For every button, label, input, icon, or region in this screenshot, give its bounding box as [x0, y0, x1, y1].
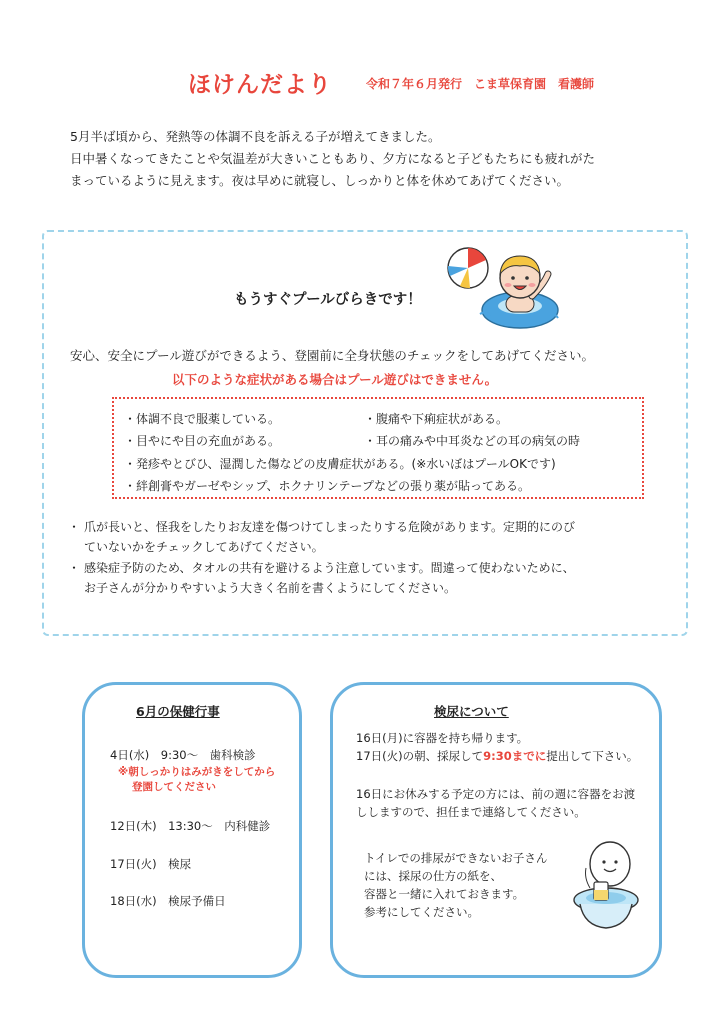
newsletter-title: ほけんだより — [188, 72, 332, 98]
note-line: 爪が長いと、怪我をしたりお友達を傷つけてしまったりする危険があります。定期的にのび — [84, 520, 576, 534]
urine-test-line — [356, 748, 638, 765]
intro-line: まっているように見えます。夜は早めに就寝し、しっかりと体を休めてあげてください。 — [70, 173, 570, 188]
urine-test-text: 17日(火)の朝、採尿して — [356, 749, 484, 763]
symptom-item: ・耳の痛みや中耳炎などの耳の病気の時 — [364, 434, 581, 448]
event-item: 18日(水) 検尿予備日 — [110, 894, 226, 908]
toilet-note-line: トイレでの排尿ができないお子さん — [364, 851, 548, 865]
newsletter-subtitle: 令和７年６月発行 こま草保育園 看護師 — [366, 77, 595, 91]
health-events-title: 6月の保健行事 — [136, 704, 220, 719]
note-line: 感染症予防のため、タオルの共有を避けるよう注意しています。間違って使わないために、 — [84, 561, 575, 575]
toilet-note-line: 容器と一緒に入れておきます。 — [364, 887, 525, 901]
event-item: 17日(火) 検尿 — [110, 857, 192, 871]
note-line: お子さんが分かりやすいよう大きく名前を書くようにしてください。 — [84, 581, 457, 595]
pool-notes — [68, 517, 688, 599]
urine-test-line: 16日にお休みする予定の方には、前の週に容器をお渡 — [356, 787, 636, 801]
toilet-note-line: には、採尿の仕方の紙を、 — [364, 869, 502, 883]
symptom-item: ・体調不良で服薬している。 — [124, 412, 281, 426]
symptom-item: ・絆創膏やガーゼやシップ、ホクナリンテープなどの張り薬が貼ってある。 — [124, 479, 530, 493]
urine-test-title: 検尿について — [434, 704, 509, 719]
pool-section-title: もうすぐプールびらきです！ — [234, 292, 422, 308]
pool-check-message: 安心、安全にプール遊びができるよう、登園前に全身状態のチェックをしてあげてください。 — [70, 348, 595, 363]
intro-line: 日中暑くなってきたことや気温差が大きいこともあり、夕方になると子どもたちにも疲れがた — [70, 151, 596, 166]
note-item — [68, 517, 688, 557]
header — [188, 66, 708, 102]
event-item: 4日(水) 9:30〜 歯科検診 — [110, 748, 256, 762]
deadline-time: 9:30までに — [483, 749, 547, 763]
urine-test-text: 提出して下さい。 — [546, 749, 639, 763]
urine-test-line: 16日(月)に容器を持ち帰ります。 — [356, 731, 529, 745]
note-item — [68, 558, 688, 598]
urine-test-line: ししますので、担任まで連絡してください。 — [356, 805, 586, 819]
intro-paragraph — [70, 126, 690, 192]
symptom-item: ・目やにや目の充血がある。 — [124, 434, 281, 448]
pool-warning-message: 以下のような症状がある場合はプール遊びはできません。 — [172, 372, 498, 387]
toilet-illustration-icon — [566, 838, 646, 934]
child-swimming-illustration-icon — [440, 240, 560, 336]
note-bullet: ・ — [68, 561, 81, 575]
note-bullet: ・ — [68, 520, 81, 534]
event-note: 登園してください — [132, 781, 216, 793]
note-line: ていないかをチェックしてあげてください。 — [84, 540, 324, 554]
event-note: ※朝しっかりはみがきをしてから — [118, 766, 276, 778]
event-item: 12日(木) 13:30〜 内科健診 — [110, 819, 271, 833]
toilet-note-line: 参考にしてください。 — [364, 905, 479, 919]
intro-line: 5月半ば頃から、発熱等の体調不良を訴える子が増えてきました。 — [70, 129, 441, 144]
symptom-item: ・腹痛や下痢症状がある。 — [364, 412, 509, 426]
symptom-item: ・発疹やとびひ、湿潤した傷などの皮膚症状がある。(※水いぼはプールOKです) — [124, 457, 556, 471]
